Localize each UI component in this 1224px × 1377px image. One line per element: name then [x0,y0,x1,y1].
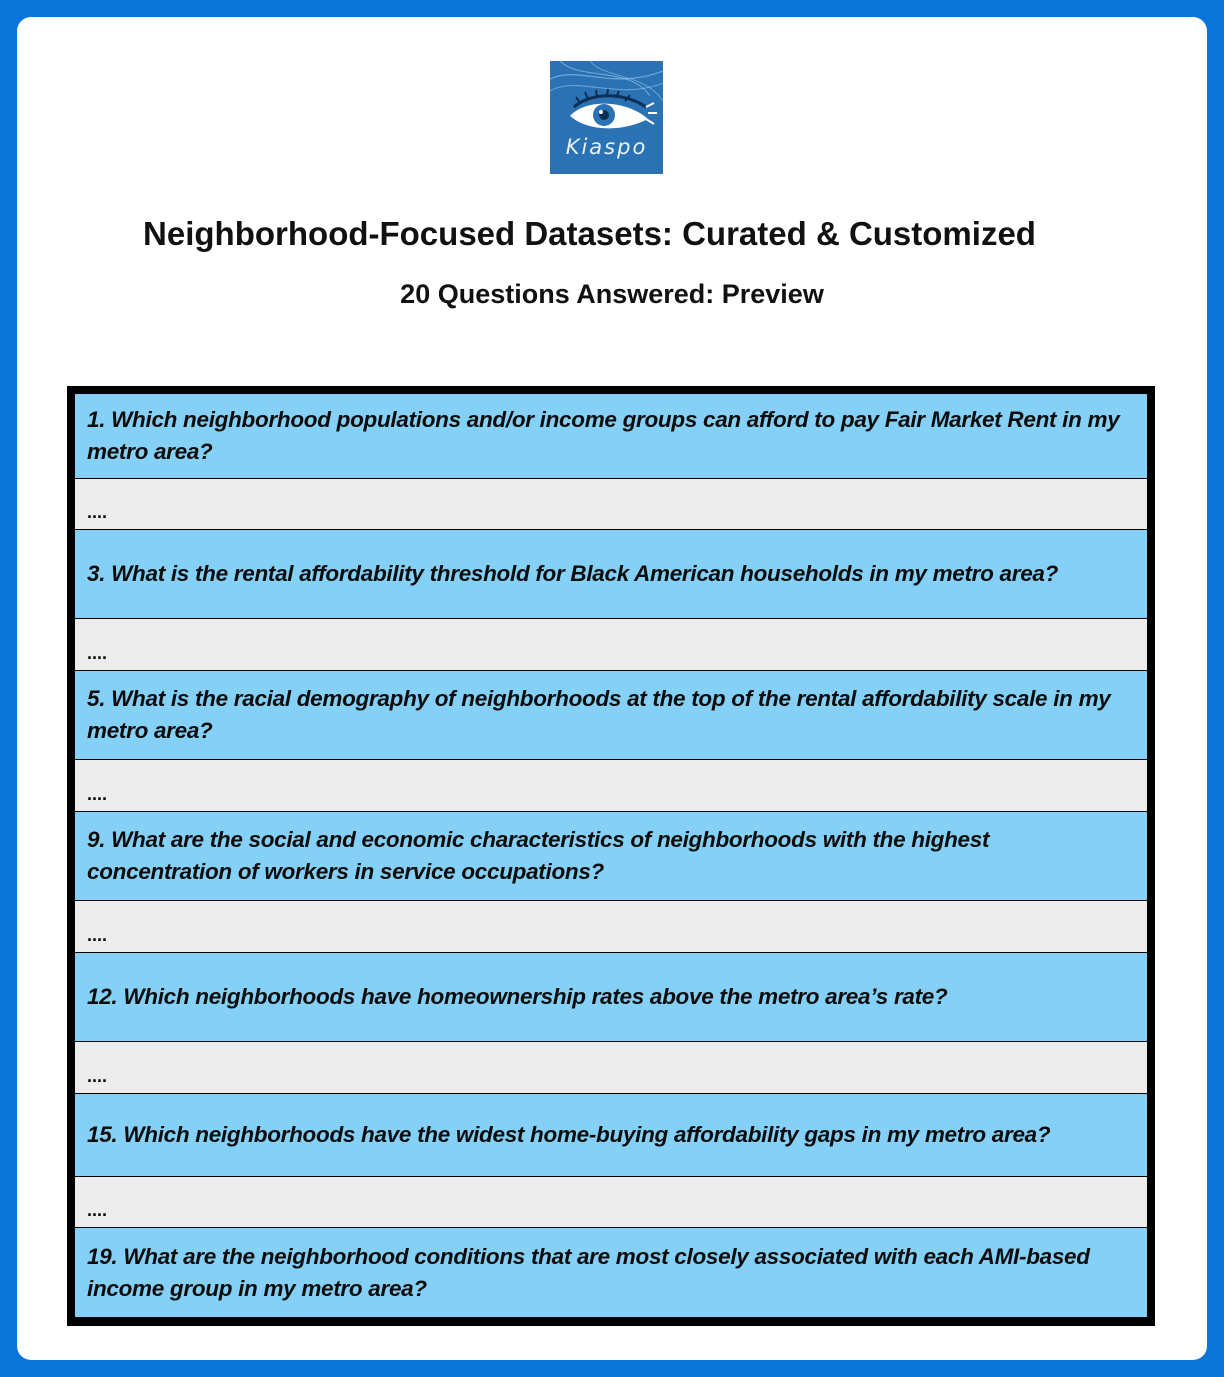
question-row [75,1094,1147,1176]
question-text: 15. Which neighborhoods have the widest home-buying affordability gaps in my metro area? [87,1122,1051,1147]
kiaspo-logo [550,61,663,174]
content-card [17,17,1207,1360]
question-text: 1. Which neighborhood populations and/or income groups can afford to pay Fair Market Rent in my metro area? [87,407,1120,464]
ellipsis-row [75,619,1147,670]
question-text: 19. What are the neighborhood conditions that are most closely associated with each AMI-based income group in my metro area? [87,1243,1090,1301]
question-row [75,812,1147,900]
question-row [75,953,1147,1041]
ellipsis-text: .... [87,502,108,522]
question-row [75,1228,1147,1317]
question-row [75,394,1147,478]
question-text: 3. What is the rental affordability threshold for Black American households in my metro area? [87,561,1059,586]
question-text: 9. What are the social and economic characteristics of neighborhoods with the highest concentration of workers in service occupations? [87,827,990,884]
page-subtitle: 20 Questions Answered: Preview [400,279,824,309]
ellipsis-text: .... [87,784,108,804]
questions-table [67,386,1155,1326]
page-title: Neighborhood-Focused Datasets: Curated & Customized [143,215,1036,252]
logo-brand-text: Kiaspo [565,135,648,159]
ellipsis-text: .... [87,1066,108,1086]
ellipsis-row [75,479,1147,529]
ellipsis-text: .... [87,925,108,945]
question-row [75,671,1147,759]
ellipsis-row [75,1177,1147,1227]
ellipsis-row [75,760,1147,811]
question-text: 12. Which neighborhoods have homeownership rates above the metro area’s rate? [87,984,948,1009]
ellipsis-text: .... [87,643,108,663]
question-row [75,530,1147,618]
ellipsis-row [75,1042,1147,1093]
question-text: 5. What is the racial demography of neighborhoods at the top of the rental affordability scale in my metro area? [87,686,1111,743]
ellipsis-text: .... [87,1200,108,1220]
ellipsis-row [75,901,1147,952]
